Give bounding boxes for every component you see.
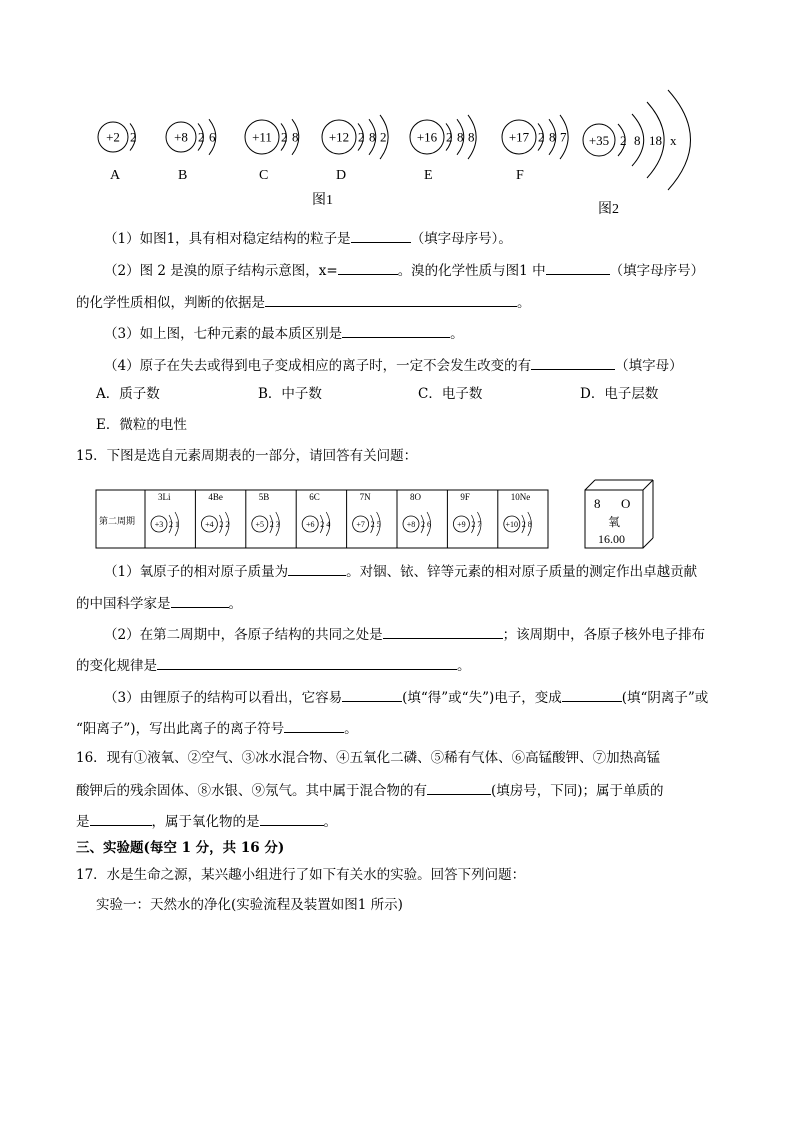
atom-label: D (336, 168, 347, 183)
element-symbol: 8O (410, 492, 421, 502)
element-symbol: 10Ne (510, 492, 531, 502)
atom-diagram (245, 119, 299, 155)
q15-part1-line2: 的中国科学家是 。 (76, 593, 242, 613)
answer-blank[interactable] (338, 260, 398, 275)
electron-count: 2 (421, 520, 425, 529)
electron-count: 8 (468, 129, 475, 145)
nucleus-charge: +4 (205, 520, 214, 529)
atom-label: B (178, 168, 188, 183)
atom-diagram (98, 122, 137, 152)
answer-blank[interactable] (546, 260, 610, 275)
electron-count: 2 (169, 520, 173, 529)
q14-option-d[interactable]: D．电子层数 (580, 386, 659, 402)
nucleus-charge: +10 (505, 520, 519, 529)
nucleus-charge: +17 (508, 129, 530, 145)
q15-part3-line2: “阳离子”)，写出此离子的离子符号 。 (76, 718, 358, 738)
q15-part3-line1: （3）由锂原子的结构可以看出，它容易 (填“得”或“失”)电子，变成 (填“阴离子”或 (104, 687, 708, 707)
atom-diagram (410, 115, 476, 159)
answer-blank[interactable] (562, 687, 622, 702)
figure2-caption: 图2 (598, 202, 619, 217)
period-row-label: 第二周期 (99, 516, 136, 526)
electron-count: 2 (358, 129, 365, 145)
q17-line1: 17．水是生命之源，某兴趣小组进行了如下有关水的实验。回答下列问题： (76, 867, 526, 883)
q16-line2: 酸钾后的残余固体、⑧水银、⑨氖气。其中属于混合物的有 (填房号，下同)；属于单质的 (76, 780, 664, 800)
answer-blank[interactable] (342, 687, 402, 702)
q16-line3: 是 ，属于氧化物的是 。 (76, 811, 337, 831)
answer-blank[interactable] (90, 811, 152, 826)
periodic-table-row (95, 478, 655, 552)
q15-part2-line2: 的变化规律是 。 (76, 655, 471, 675)
electron-count: 8 (634, 133, 641, 148)
element-box-number: 8 (594, 496, 601, 511)
atom-label: C (259, 168, 269, 183)
element-symbol: 4Be (208, 492, 223, 502)
electron-count: 8 (527, 520, 532, 529)
atom-diagram (583, 90, 691, 190)
electron-count: 2 (320, 520, 325, 529)
electron-count: 18 (649, 133, 662, 148)
nucleus-charge: +9 (457, 520, 466, 529)
q14-part2-line2: 的化学性质相似，判断的依据是 。 (76, 292, 531, 312)
electron-count: 2 (130, 129, 137, 145)
electron-count: 2 (198, 129, 205, 145)
electron-count: 2 (380, 129, 387, 145)
atom-diagram (166, 119, 216, 155)
electron-count: 6 (427, 520, 431, 529)
answer-blank[interactable] (351, 228, 411, 243)
answer-blank[interactable] (531, 355, 615, 370)
element-box-mass: 16.00 (598, 532, 625, 546)
nucleus-charge: +8 (406, 520, 416, 529)
electron-count: x (670, 133, 677, 148)
element-box-symbol: O (621, 496, 631, 511)
nucleus-charge: +6 (305, 520, 315, 529)
q16-line1: 16．现有①液氧、②空气、③冰水混合物、④五氧化二磷、⑤稀有气体、⑥高锰酸钾、⑦加热高锰 (76, 750, 661, 766)
electron-count: 2 (281, 129, 288, 145)
atom-label: A (110, 168, 121, 183)
q17-line2: 实验一：天然水的净化(实验流程及装置如图1 所示) (96, 897, 403, 913)
figure2-bromine-atom (583, 90, 691, 190)
q14-option-e[interactable]: E．微粒的电性 (96, 417, 187, 433)
electron-count: 2 (370, 520, 375, 529)
q15-title: 15．下图是选自元素周期表的一部分，请回答有关问题： (76, 448, 418, 464)
q14-part3: （3）如上图，七种元素的最本质区别是 。 (104, 323, 464, 343)
atom-diagram (322, 115, 388, 159)
answer-blank[interactable] (288, 561, 346, 576)
atom-label: F (516, 168, 524, 183)
q14-part1: （1）如图1，具有相对稳定结构的粒子是 （填字母序号）。 (104, 228, 512, 248)
electron-count: 2 (538, 129, 545, 145)
answer-blank[interactable] (265, 292, 517, 307)
q14-part2-line1: （2）图 2 是溴的原子结构示意图，x= 。溴的化学性质与图1 中 （填字母序号） (104, 260, 704, 280)
oxygen-element-box (585, 480, 653, 548)
nucleus-charge: +5 (255, 520, 265, 529)
answer-blank[interactable] (260, 811, 324, 826)
nucleus-charge: +35 (588, 133, 610, 148)
element-symbol: 9F (460, 492, 470, 502)
electron-count: 1 (175, 520, 179, 529)
answer-blank[interactable] (383, 624, 503, 639)
q15-part2-line1: （2）在第二周期中，各原子结构的共同之处是 ；该周期中，各原子核外电子排布 (104, 624, 705, 644)
nucleus-charge: +11 (252, 129, 272, 145)
electron-count: 2 (620, 133, 627, 148)
q14-option-c[interactable]: C．电子数 (418, 386, 483, 402)
element-symbol: 7N (359, 492, 371, 502)
atom-label: E (424, 168, 433, 183)
nucleus-charge: +3 (154, 520, 164, 529)
figure1-caption: 图1 (312, 193, 333, 208)
nucleus-charge: +12 (328, 129, 350, 145)
answer-blank[interactable] (342, 323, 450, 338)
nucleus-charge: +7 (356, 520, 365, 529)
atom-diagrams-figure (0, 80, 794, 220)
answer-blank[interactable] (427, 780, 491, 795)
element-symbol: 6C (309, 492, 320, 502)
electron-count: 5 (376, 520, 381, 529)
q14-option-b[interactable]: B．中子数 (258, 386, 322, 402)
nucleus-charge: +2 (106, 129, 120, 145)
electron-count: 2 (219, 520, 224, 529)
electron-count: 2 (269, 520, 274, 529)
electron-count: 2 (471, 520, 476, 529)
electron-count: 8 (369, 129, 376, 145)
element-symbol: 3Li (158, 492, 171, 502)
answer-blank[interactable] (157, 655, 457, 670)
q14-option-a[interactable]: A．质子数 (96, 386, 160, 402)
q15-part1-line1: （1）氧原子的相对原子质量为 。对铟、铱、锌等元素的相对原子质量的测定作出卓越贡献 (104, 561, 697, 581)
section3-heading: 三、实验题(每空 1 分，共 16 分) (76, 840, 285, 856)
electron-count: 2 (521, 520, 526, 529)
electron-count: 7 (560, 129, 567, 145)
nucleus-charge: +8 (174, 129, 188, 145)
element-symbol: 5B (258, 492, 270, 502)
element-box-name: 氧 (608, 515, 621, 529)
period-element-cells (151, 490, 532, 548)
q14-part4: （4）原子在失去或得到电子变成相应的离子时，一定不会发生改变的有 （填字母） (104, 355, 683, 375)
electron-count: 8 (457, 129, 464, 145)
electron-count: 4 (326, 520, 331, 529)
electron-count: 7 (477, 520, 482, 529)
answer-blank[interactable] (284, 718, 344, 733)
electron-count: 2 (446, 129, 453, 145)
electron-count: 8 (549, 129, 556, 145)
electron-count: 3 (275, 520, 280, 529)
electron-count: 6 (209, 129, 216, 145)
electron-count: 2 (225, 520, 230, 529)
electron-count: 8 (292, 129, 299, 145)
figure1-atoms (98, 115, 568, 183)
atom-diagram (502, 115, 568, 159)
answer-blank[interactable] (171, 593, 229, 608)
nucleus-charge: +16 (416, 129, 438, 145)
